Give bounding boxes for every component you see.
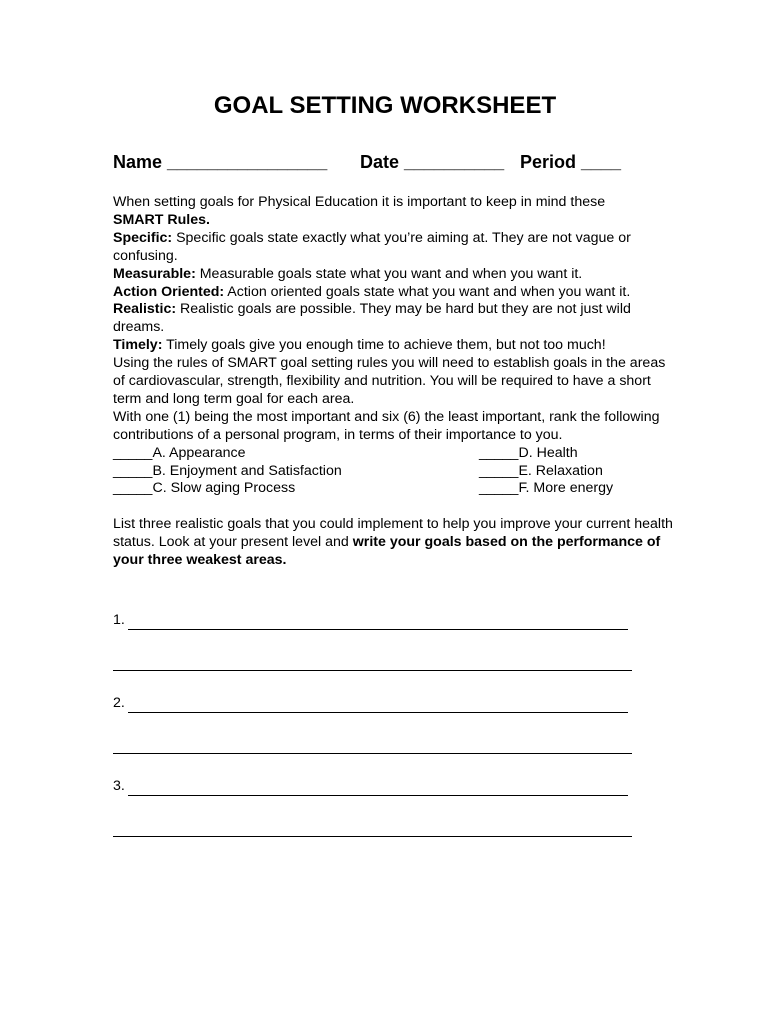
rank-item-enjoyment[interactable]: _____B. Enjoyment and Satisfaction <box>113 462 342 479</box>
goal-2-number: 2. <box>113 695 125 711</box>
page-title: GOAL SETTING WORKSHEET <box>213 92 557 119</box>
goal-3-line-2[interactable] <box>113 836 632 837</box>
list-prompt-text: List three realistic goals that you could implement to help you improve your current health status. Look at your present level and <box>113 516 673 551</box>
rank-row <box>113 480 673 498</box>
goal-2-line-2[interactable] <box>113 753 632 754</box>
list-prompt-bold: write your goals based on the performance of your three weakest areas. <box>113 534 661 569</box>
goal-1-line-1[interactable] <box>128 629 628 630</box>
rank-item-slow-aging[interactable]: _____C. Slow aging Process <box>113 480 296 497</box>
rule-text: Measurable goals state what you want and when you want it. <box>195 265 583 282</box>
goal-3-number: 3. <box>113 778 125 794</box>
rule-label: Specific: <box>113 229 173 246</box>
spacer <box>113 498 673 516</box>
goal-1-line-2[interactable] <box>113 670 632 671</box>
period-field[interactable]: Period ____ <box>520 152 622 172</box>
rank-item-relaxation[interactable]: _____E. Relaxation <box>479 462 603 479</box>
rank-instructions: With one (1) being the most important and six (6) the least important, rank the following contributions of a personal program, in terms of their importance to you. <box>113 408 660 443</box>
rank-item-more-energy[interactable]: _____F. More energy <box>479 480 614 497</box>
rule-label: Measurable: <box>113 265 196 282</box>
rule-text: Realistic goals are possible. They may be hard but they are not just wild dreams. <box>113 301 631 336</box>
rank-row <box>113 445 673 463</box>
rule-realistic <box>113 301 673 337</box>
goal-1-number: 1. <box>113 612 125 628</box>
rule-label: Action Oriented: <box>113 283 225 300</box>
rule-label: Timely: <box>113 337 163 354</box>
rule-label: Realistic: <box>113 301 177 318</box>
smart-rules-heading: SMART Rules. <box>113 211 210 228</box>
date-field[interactable]: Date __________ <box>360 152 505 172</box>
intro-line: When setting goals for Physical Education it is important to keep in mind these <box>113 194 606 210</box>
goal-2-line-1[interactable] <box>128 712 628 713</box>
rank-item-appearance[interactable]: _____A. Appearance <box>113 444 246 461</box>
rule-action-oriented <box>113 284 673 302</box>
smart-usage-text: Using the rules of SMART goal setting rules you will need to establish goals in the areas of cardiovascular, strength, flexibility and nutrition. You will be required to have a short term and long term goal for each area. <box>113 355 666 407</box>
goal-3-line-1[interactable] <box>128 795 628 796</box>
rank-item-health[interactable]: _____D. Health <box>479 444 578 461</box>
intro-text <box>113 194 673 230</box>
instructions-body <box>113 194 673 570</box>
rule-timely <box>113 337 673 355</box>
rule-text: Specific goals state exactly what you’re aiming at. They are not vague or confusing. <box>113 229 631 264</box>
rule-specific <box>113 230 673 266</box>
list-prompt <box>113 516 673 570</box>
name-field[interactable]: Name ________________ <box>113 152 328 172</box>
rule-measurable <box>113 266 673 284</box>
rank-row <box>113 463 673 481</box>
rule-text: Action oriented goals state what you want and when you want it. <box>224 283 631 300</box>
rule-text: Timely goals give you enough time to achieve them, but not too much! <box>162 337 606 354</box>
